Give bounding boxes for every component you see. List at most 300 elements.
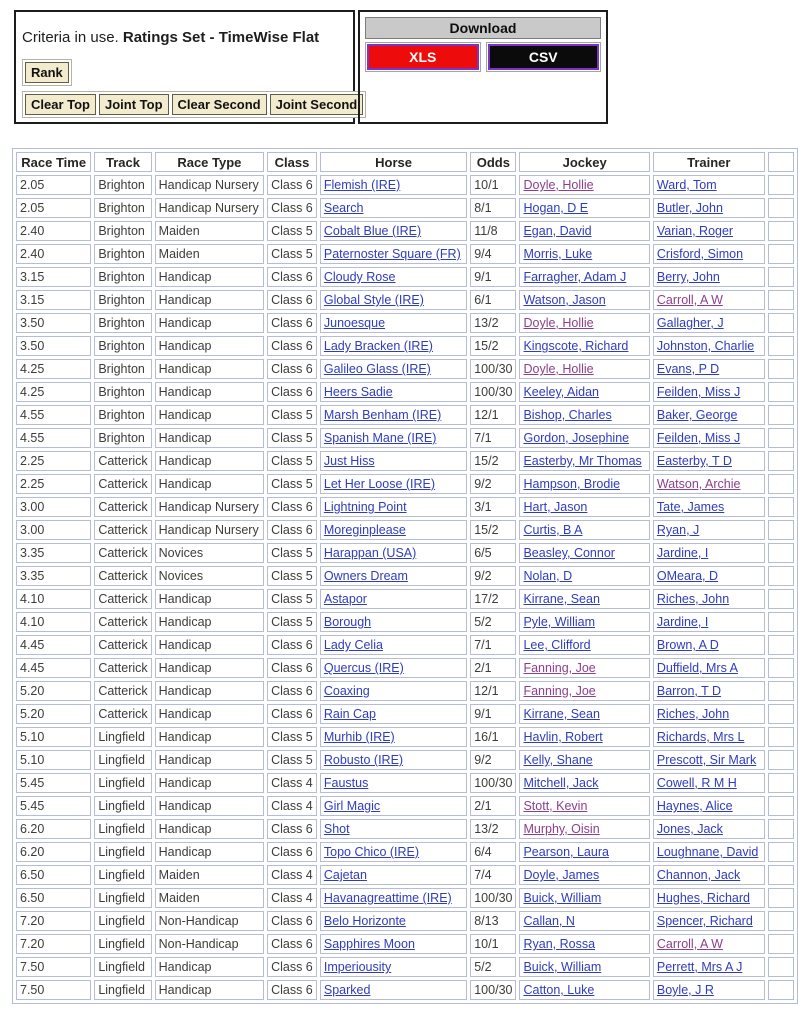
horse-cell [320,658,467,678]
horse-link[interactable]: Coaxing [323,684,370,698]
track-cell: Brighton [94,267,151,287]
race-time-cell: 5.45 [16,773,91,793]
jockey-link[interactable]: Doyle, Hollie [523,316,594,330]
class-cell: Class 5 [267,750,317,770]
trainer-link[interactable]: Carroll, A W [656,937,723,951]
race-type-cell: Handicap [155,658,264,678]
class-cell: Class 5 [267,428,317,448]
trainer-link[interactable]: Richards, Mrs L [656,730,745,744]
jockey-link[interactable]: Fanning, Joe [523,661,596,675]
jockey-link[interactable]: Hart, Jason [523,500,588,514]
horse-link[interactable]: Murhib (IRE) [323,730,395,744]
odds-cell: 6/5 [470,543,516,563]
jockey-cell [519,497,649,517]
trainer-link[interactable]: Jardine, I [656,615,709,629]
jockey-link[interactable]: Ryan, Rossa [523,937,596,951]
table-row [16,267,794,287]
table-row [16,336,794,356]
trainer-link[interactable]: Riches, John [656,707,730,721]
table-row [16,842,794,862]
jockey-link[interactable]: Kelly, Shane [523,753,593,767]
jockey-link[interactable]: Nolan, D [523,569,573,583]
horse-link[interactable]: Junoesque [323,316,386,330]
trainer-link[interactable]: Brown, A D [656,638,719,652]
clipped-cell [768,221,794,241]
trainer-cell [653,543,765,563]
jockey-link[interactable]: Buick, William [523,960,602,974]
track-cell: Lingfield [94,957,151,977]
odds-cell: 7/1 [470,428,516,448]
race-time-cell: 5.10 [16,750,91,770]
odds-cell: 8/13 [470,911,516,931]
trainer-link[interactable]: Hughes, Richard [656,891,750,905]
table-row [16,727,794,747]
trainer-link[interactable]: Spencer, Richard [656,914,753,928]
jockey-link[interactable]: Hampson, Brodie [523,477,621,491]
jockey-cell [519,796,649,816]
jockey-link[interactable]: Curtis, B A [523,523,583,537]
track-cell: Catterick [94,497,151,517]
horse-link[interactable]: Cloudy Rose [323,270,396,284]
table-row [16,957,794,977]
jockey-link[interactable]: Hogan, D E [523,201,589,215]
race-time-cell: 3.50 [16,313,91,333]
odds-cell: 13/2 [470,819,516,839]
trainer-link[interactable]: Watson, Archie [656,477,741,491]
race-type-cell: Handicap [155,957,264,977]
odds-cell: 9/2 [470,566,516,586]
clipped-cell [768,474,794,494]
trainer-link[interactable]: Cowell, R M H [656,776,737,790]
joint-top-button[interactable]: Joint Top [99,94,169,115]
class-cell: Class 5 [267,543,317,563]
jockey-link[interactable]: Catton, Luke [523,983,595,997]
trainer-link[interactable]: Prescott, Sir Mark [656,753,757,767]
track-cell: Lingfield [94,865,151,885]
clipped-cell [768,497,794,517]
jockey-cell [519,520,649,540]
race-time-cell: 6.20 [16,842,91,862]
column-header-odds: Odds [470,152,516,172]
trainer-link[interactable]: Boyle, J R [656,983,714,997]
trainer-link[interactable]: Feilden, Miss J [656,385,741,399]
jockey-link[interactable]: Beasley, Connor [523,546,615,560]
column-header-race-type: Race Type [155,152,264,172]
trainer-link[interactable]: Duffield, Mrs A [656,661,738,675]
table-row [16,980,794,1000]
trainer-cell [653,842,765,862]
trainer-link[interactable]: Riches, John [656,592,730,606]
horse-cell [320,451,467,471]
horse-link[interactable]: Girl Magic [323,799,381,813]
class-cell: Class 6 [267,359,317,379]
jockey-link[interactable]: Murphy, Oisin [523,822,600,836]
race-time-cell: 4.10 [16,589,91,609]
race-type-cell: Maiden [155,888,264,908]
class-cell: Class 5 [267,451,317,471]
horse-link[interactable]: Heers Sadie [323,385,393,399]
jockey-link[interactable]: Farragher, Adam J [523,270,627,284]
horse-link[interactable]: Sparked [323,983,371,997]
jockey-link[interactable]: Havlin, Robert [523,730,603,744]
jockey-cell [519,750,649,770]
jockey-cell [519,451,649,471]
jockey-cell [519,865,649,885]
trainer-link[interactable]: Feilden, Miss J [656,431,741,445]
trainer-link[interactable]: Perrett, Mrs A J [656,960,743,974]
odds-cell: 9/4 [470,244,516,264]
table-row [16,198,794,218]
trainer-link[interactable]: Ryan, J [656,523,700,537]
trainer-cell [653,911,765,931]
jockey-link[interactable]: Watson, Jason [523,293,606,307]
jockey-link[interactable]: Morris, Luke [523,247,593,261]
horse-link[interactable]: Lady Bracken (IRE) [323,339,433,353]
horse-cell [320,842,467,862]
race-type-cell: Handicap [155,635,264,655]
race-type-cell: Non-Handicap [155,934,264,954]
trainer-link[interactable]: OMeara, D [656,569,719,583]
race-time-cell: 3.35 [16,566,91,586]
jockey-cell [519,405,649,425]
horse-link[interactable]: Marsh Benham (IRE) [323,408,442,422]
horse-cell [320,313,467,333]
jockey-link[interactable]: Callan, N [523,914,575,928]
race-type-cell: Handicap [155,267,264,287]
jockey-link[interactable]: Stott, Kevin [523,799,588,813]
trainer-link[interactable]: Haynes, Alice [656,799,733,813]
trainer-cell [653,589,765,609]
odds-cell: 9/1 [470,704,516,724]
race-type-cell: Handicap [155,980,264,1000]
odds-cell: 15/2 [470,451,516,471]
track-cell: Brighton [94,428,151,448]
class-cell: Class 6 [267,911,317,931]
horse-link[interactable]: Spanish Mane (IRE) [323,431,437,445]
horse-cell [320,911,467,931]
horse-link[interactable]: Let Her Loose (IRE) [323,477,436,491]
trainer-link[interactable]: Jardine, I [656,546,709,560]
horse-cell [320,934,467,954]
horse-link[interactable]: Just Hiss [323,454,375,468]
trainer-link[interactable]: Gallagher, J [656,316,724,330]
table-header-row [16,152,794,172]
horse-link[interactable]: Rain Cap [323,707,376,721]
trainer-link[interactable]: Carroll, A W [656,293,723,307]
class-cell: Class 6 [267,198,317,218]
horse-cell [320,819,467,839]
race-time-cell: 3.00 [16,497,91,517]
trainer-link[interactable]: Tate, James [656,500,725,514]
column-header-trainer: Trainer [653,152,765,172]
trainer-cell [653,612,765,632]
trainer-cell [653,198,765,218]
clipped-cell [768,359,794,379]
jockey-cell [519,566,649,586]
table-row [16,497,794,517]
track-cell: Brighton [94,382,151,402]
track-cell: Brighton [94,359,151,379]
class-cell: Class 6 [267,313,317,333]
horse-cell [320,474,467,494]
race-time-cell: 4.25 [16,359,91,379]
track-cell: Catterick [94,612,151,632]
race-time-cell: 2.05 [16,175,91,195]
trainer-link[interactable]: Channon, Jack [656,868,741,882]
jockey-link[interactable]: Bishop, Charles [523,408,612,422]
jockey-link[interactable]: Lee, Clifford [523,638,591,652]
jockey-cell [519,957,649,977]
horse-link[interactable]: Search [323,201,364,215]
table-row [16,175,794,195]
class-cell: Class 6 [267,497,317,517]
horse-link[interactable]: Topo Chico (IRE) [323,845,420,859]
selection-buttons-frame [22,91,366,118]
race-time-cell: 4.25 [16,382,91,402]
odds-cell: 7/1 [470,635,516,655]
jockey-link[interactable]: Keeley, Aidan [523,385,599,399]
trainer-link[interactable]: Crisford, Simon [656,247,744,261]
horse-link[interactable]: Faustus [323,776,369,790]
jockey-cell [519,290,649,310]
race-time-cell: 2.25 [16,451,91,471]
trainer-link[interactable]: Baker, George [656,408,738,422]
jockey-cell [519,612,649,632]
table-row [16,543,794,563]
horse-cell [320,520,467,540]
odds-cell: 2/1 [470,658,516,678]
jockey-cell [519,911,649,931]
trainer-cell [653,405,765,425]
jockey-cell [519,175,649,195]
odds-cell: 7/4 [470,865,516,885]
column-header-jockey: Jockey [519,152,649,172]
table-row [16,589,794,609]
clipped-cell [768,244,794,264]
horse-link[interactable]: Flemish (IRE) [323,178,401,192]
class-cell: Class 5 [267,221,317,241]
horse-cell [320,359,467,379]
horse-link[interactable]: Imperiousity [323,960,392,974]
track-cell: Brighton [94,290,151,310]
jockey-link[interactable]: Kirrane, Sean [523,592,600,606]
jockey-link[interactable]: Doyle, James [523,868,600,882]
trainer-link[interactable]: Berry, John [656,270,720,284]
race-type-cell: Handicap Nursery [155,497,264,517]
track-cell: Lingfield [94,727,151,747]
class-cell: Class 4 [267,888,317,908]
horse-link[interactable]: Lady Celia [323,638,383,652]
table-row [16,244,794,264]
table-row [16,888,794,908]
race-time-cell: 4.55 [16,428,91,448]
jockey-cell [519,382,649,402]
horse-cell [320,796,467,816]
jockey-link[interactable]: Kirrane, Sean [523,707,600,721]
track-cell: Brighton [94,336,151,356]
horse-link[interactable]: Borough [323,615,372,629]
table-row [16,681,794,701]
jockey-link[interactable]: Buick, William [523,891,602,905]
race-type-cell: Novices [155,566,264,586]
horse-link[interactable]: Owners Dream [323,569,408,583]
table-row [16,382,794,402]
class-cell: Class 6 [267,681,317,701]
jockey-link[interactable]: Pearson, Laura [523,845,609,859]
clipped-cell [768,865,794,885]
jockey-link[interactable]: Kingscote, Richard [523,339,629,353]
jockey-cell [519,842,649,862]
trainer-link[interactable]: Varian, Roger [656,224,734,238]
trainer-cell [653,290,765,310]
jockey-link[interactable]: Gordon, Josephine [523,431,630,445]
race-time-cell: 3.00 [16,520,91,540]
clipped-cell [768,658,794,678]
jockey-cell [519,221,649,241]
clipped-cell [768,290,794,310]
horse-link[interactable]: Shot [323,822,350,836]
race-time-cell: 5.20 [16,704,91,724]
clear-top-button[interactable]: Clear Top [25,94,96,115]
jockey-cell [519,934,649,954]
horse-link[interactable]: Galileo Glass (IRE) [323,362,431,376]
track-cell: Brighton [94,313,151,333]
jockey-cell [519,704,649,724]
horse-cell [320,290,467,310]
jockey-link[interactable]: Easterby, Mr Thomas [523,454,642,468]
race-time-cell: 3.15 [16,267,91,287]
class-cell: Class 4 [267,773,317,793]
top-section [14,10,798,124]
criteria-prefix: Criteria in use. [22,29,119,46]
horse-cell [320,497,467,517]
jockey-link[interactable]: Doyle, Hollie [523,178,594,192]
clipped-cell [768,819,794,839]
trainer-link[interactable]: Evans, P D [656,362,720,376]
odds-cell: 2/1 [470,796,516,816]
horse-link[interactable]: Quercus (IRE) [323,661,404,675]
table-row [16,934,794,954]
trainer-link[interactable]: Jones, Jack [656,822,723,836]
race-type-cell: Handicap [155,819,264,839]
horse-link[interactable]: Belo Horizonte [323,914,406,928]
class-cell: Class 5 [267,612,317,632]
clipped-cell [768,911,794,931]
trainer-cell [653,244,765,264]
class-cell: Class 6 [267,957,317,977]
race-type-cell: Handicap [155,727,264,747]
odds-cell: 5/2 [470,612,516,632]
odds-cell: 100/30 [470,980,516,1000]
track-cell: Brighton [94,244,151,264]
horse-link[interactable]: Astapor [323,592,367,606]
odds-cell: 10/1 [470,175,516,195]
odds-cell: 10/1 [470,934,516,954]
horse-link[interactable]: Harappan (USA) [323,546,417,560]
jockey-link[interactable]: Mitchell, Jack [523,776,599,790]
odds-cell: 5/2 [470,957,516,977]
track-cell: Catterick [94,566,151,586]
jockey-cell [519,428,649,448]
horse-link[interactable]: Cobalt Blue (IRE) [323,224,422,238]
odds-cell: 12/1 [470,681,516,701]
track-cell: Catterick [94,543,151,563]
jockey-link[interactable]: Doyle, Hollie [523,362,594,376]
clipped-cell [768,198,794,218]
horse-cell [320,382,467,402]
race-type-cell: Handicap Nursery [155,175,264,195]
horse-cell [320,175,467,195]
jockey-cell [519,244,649,264]
odds-cell: 100/30 [470,382,516,402]
joint-second-button[interactable]: Joint Second [270,94,364,115]
column-header-clipped [768,152,794,172]
race-table-viewport [12,148,798,1004]
trainer-cell [653,520,765,540]
horse-link[interactable]: Moreginplease [323,523,406,537]
race-time-cell: 2.40 [16,244,91,264]
jockey-cell [519,888,649,908]
race-type-cell: Handicap [155,773,264,793]
clear-second-button[interactable]: Clear Second [172,94,267,115]
jockey-link[interactable]: Pyle, William [523,615,596,629]
clipped-cell [768,175,794,195]
download-xls-button[interactable]: XLS [367,44,479,70]
race-type-cell: Handicap [155,842,264,862]
horse-cell [320,566,467,586]
race-type-cell: Handicap [155,681,264,701]
horse-link[interactable]: Cajetan [323,868,367,882]
race-time-cell: 3.15 [16,290,91,310]
horse-link[interactable]: Sapphires Moon [323,937,415,951]
class-cell: Class 5 [267,474,317,494]
table-row [16,566,794,586]
track-cell: Lingfield [94,934,151,954]
jockey-cell [519,336,649,356]
jockey-link[interactable]: Egan, David [523,224,592,238]
rank-button[interactable]: Rank [25,62,69,83]
trainer-cell [653,773,765,793]
download-csv-button[interactable]: CSV [488,44,600,70]
track-cell: Brighton [94,405,151,425]
table-row [16,865,794,885]
horse-cell [320,957,467,977]
class-cell: Class 6 [267,980,317,1000]
horse-link[interactable]: Robusto (IRE) [323,753,404,767]
trainer-link[interactable]: Ward, Tom [656,178,717,192]
horse-link[interactable]: Lightning Point [323,500,407,514]
race-type-cell: Handicap [155,612,264,632]
horse-cell [320,704,467,724]
trainer-link[interactable]: Barron, T D [656,684,722,698]
race-time-cell: 4.45 [16,658,91,678]
track-cell: Lingfield [94,819,151,839]
class-cell: Class 6 [267,934,317,954]
trainer-link[interactable]: Easterby, T D [656,454,732,468]
jockey-cell [519,474,649,494]
horse-link[interactable]: Havanagreattime (IRE) [323,891,452,905]
clipped-cell [768,773,794,793]
clipped-cell [768,267,794,287]
horse-link[interactable]: Paternoster Square (FR) [323,247,461,261]
jockey-link[interactable]: Fanning, Joe [523,684,596,698]
trainer-link[interactable]: Butler, John [656,201,723,215]
jockey-cell [519,681,649,701]
horse-link[interactable]: Global Style (IRE) [323,293,424,307]
jockey-cell [519,980,649,1000]
trainer-link[interactable]: Johnston, Charlie [656,339,755,353]
trainer-link[interactable]: Loughnane, David [656,845,759,859]
